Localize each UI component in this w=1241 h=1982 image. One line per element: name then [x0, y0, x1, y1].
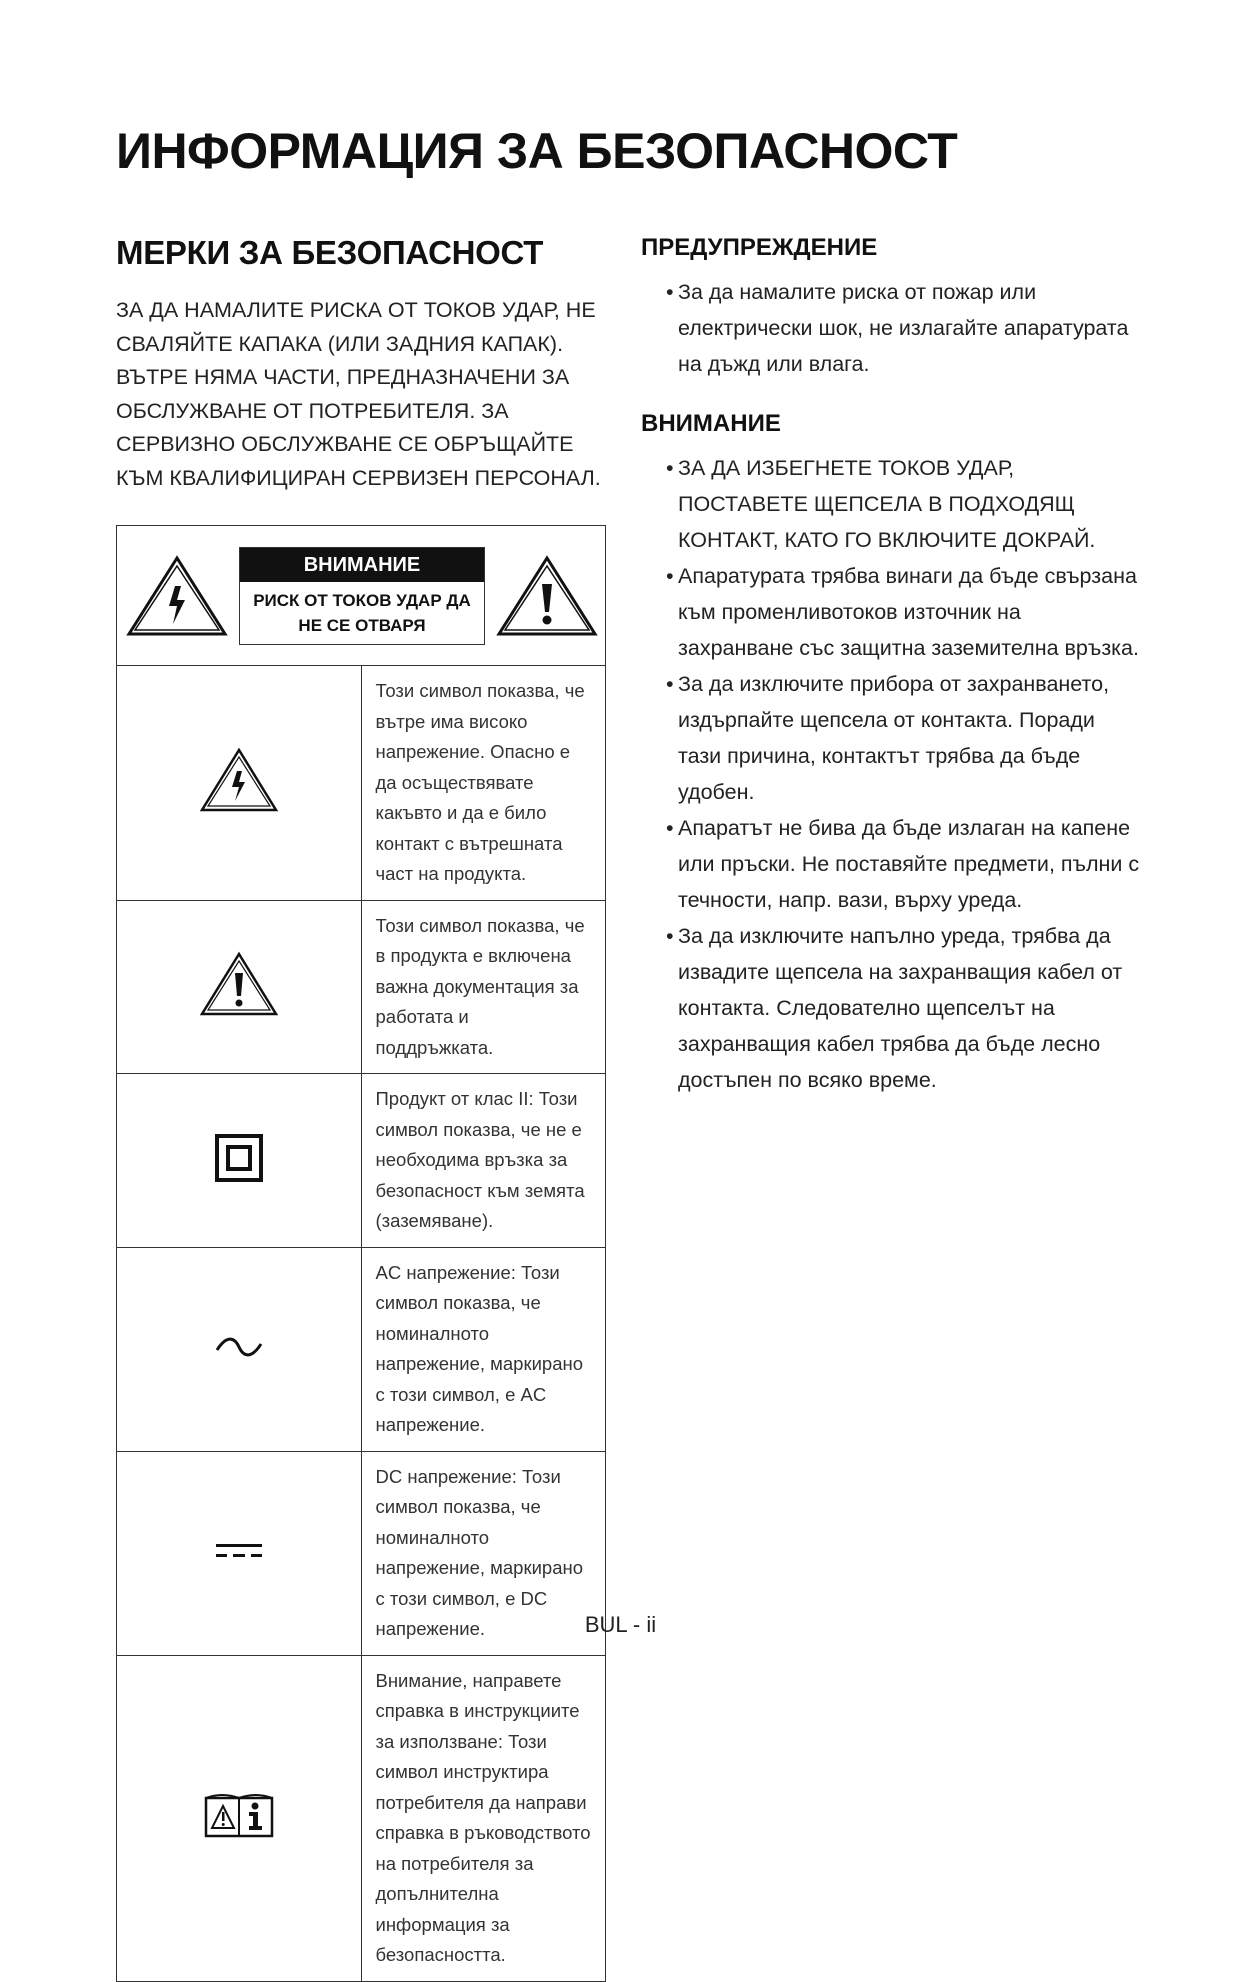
table-row — [117, 1074, 606, 1248]
bullet-icon: • — [666, 564, 674, 588]
warning-heading: ПРЕДУПРЕЖДЕНИЕ — [641, 234, 878, 261]
symbol-cell — [117, 1074, 362, 1248]
list-item-text: За да изключите напълно уреда, трябва да извадите щепсела на захранващия кабел от контакта. Следователно щепселът на захранващия кабел трябва да бъде лесно достъпен по всяко време. — [678, 924, 1123, 1092]
bullet-icon: • — [666, 280, 674, 304]
page-number: BUL - ii — [584, 1612, 657, 1637]
caution-header-cell — [117, 526, 606, 666]
list-item-text: Апаратурата трябва винаги да бъде свързана към променливотоков източник на захранване със защитна заземителна връзка. — [678, 564, 1139, 660]
table-row — [117, 666, 606, 901]
list-item-text: За да намалите риска от пожар или електрически шок, не излагайте апаратурата на дъжд или влага. — [678, 280, 1129, 376]
warnings-column — [641, 234, 1141, 1098]
section-title: МЕРКИ ЗА БЕЗОПАСНОСТ — [116, 234, 544, 271]
caution-heading: ВНИМАНИЕ — [641, 410, 781, 437]
symbol-description: Продукт от клас II: Този символ показва, че не е необходима връзка за безопасност към земята (заземяване). — [361, 1074, 606, 1248]
page-title: ИНФОРМАЦИЯ ЗА БЕЗОПАСНОСТ — [116, 123, 958, 179]
bullet-icon: • — [666, 816, 674, 840]
symbol-cell — [117, 666, 362, 901]
intro-line: КЪМ КВАЛИФИЦИРАН СЕРВИЗЕН ПЕРСОНАЛ. — [116, 465, 601, 490]
bullet-icon: • — [666, 456, 674, 480]
intro-line: ВЪТРЕ НЯМА ЧАСТИ, ПРЕДНАЗНАЧЕНИ ЗА — [116, 365, 570, 389]
table-row — [117, 1247, 606, 1451]
high-voltage-triangle-icon — [199, 747, 279, 813]
exclamation-triangle-icon — [495, 554, 599, 638]
list-item — [641, 666, 1141, 810]
list-item — [641, 274, 1141, 382]
caution-label-line: РИСК ОТ ТОКОВ УДАР ДА — [253, 590, 471, 610]
caution-label-line: НЕ СЕ ОТВАРЯ — [298, 615, 426, 635]
table-row — [117, 900, 606, 1074]
caution-block — [641, 410, 1141, 1098]
list-item-text: ЗА ДА ИЗБЕГНЕТЕ ТОКОВ УДАР, ПОСТАВЕТЕ ЩЕПСЕЛА В ПОДХОДЯЩ КОНТАКТ, КАТО ГО ВКЛЮЧИТЕ ДОКРАЙ. — [678, 456, 1096, 552]
intro-line: СВАЛЯЙТЕ КАПАКА (ИЛИ ЗАДНИЯ КАПАК). — [116, 331, 564, 356]
symbol-description: AC напрежение: Този символ показва, че номиналното напрежение, маркирано с този символ, е AC напрежение. — [361, 1247, 606, 1451]
intro-line: ЗА ДА НАМАЛИТЕ РИСКА ОТ ТОКОВ УДАР, НЕ — [116, 298, 596, 322]
symbol-description: Този символ показва, че в продукта е включена важна документация за работата и поддръжката. — [361, 900, 606, 1074]
caution-list — [641, 450, 1141, 1098]
table-row — [117, 1655, 606, 1981]
intro-line: ОБСЛУЖВАНЕ ОТ ПОТРЕБИТЕЛЯ. ЗА — [116, 398, 509, 423]
symbol-cell — [117, 1247, 362, 1451]
double-square-class-ii-icon — [214, 1133, 264, 1183]
caution-label — [239, 547, 485, 645]
list-item-text: За да изключите прибора от захранването, издърпайте щепсела от контакта. Поради тази причина, контактът трябва да бъде удобен. — [678, 672, 1110, 804]
intro-paragraph — [116, 294, 606, 495]
symbol-cell — [117, 900, 362, 1074]
ac-wave-icon — [214, 1335, 264, 1359]
safety-symbols-table — [116, 525, 606, 1982]
list-item — [641, 810, 1141, 918]
symbol-description: Този символ показва, че вътре има високо напрежение. Опасно е да осъществявате какъвто и да е било контакт с вътрешната част на продукта. — [361, 666, 606, 901]
symbol-cell — [117, 1655, 362, 1981]
list-item — [641, 450, 1141, 558]
caution-label-heading: ВНИМАНИЕ — [240, 548, 484, 582]
bullet-icon: • — [666, 672, 674, 696]
manual-info-book-icon — [202, 1790, 276, 1842]
warning-block — [641, 234, 1141, 382]
list-item — [641, 558, 1141, 666]
intro-line: СЕРВИЗНО ОБСЛУЖВАНЕ СЕ ОБРЪЩАЙТЕ — [116, 432, 574, 456]
symbol-description: DC напрежение: Този символ показва, че номиналното напрежение, маркирано с този символ, е DC напрежение. — [361, 1451, 606, 1655]
high-voltage-triangle-icon — [125, 554, 229, 638]
warning-list — [641, 274, 1141, 382]
bullet-icon: • — [666, 924, 674, 948]
dc-lines-icon — [214, 1540, 264, 1562]
symbol-description: Внимание, направете справка в инструкциите за използване: Този символ инструктира потребителя да направи справка в ръководството на потребителя за допълнителна информация за безопасността. — [361, 1655, 606, 1981]
list-item-text: Апаратът не бива да бъде излаган на капене или пръски. Не поставяйте предмети, пълни с течности, напр. вази, върху уреда. — [678, 816, 1140, 912]
exclamation-triangle-icon — [199, 951, 279, 1017]
list-item — [641, 918, 1141, 1098]
safety-measures-column — [116, 234, 606, 1982]
